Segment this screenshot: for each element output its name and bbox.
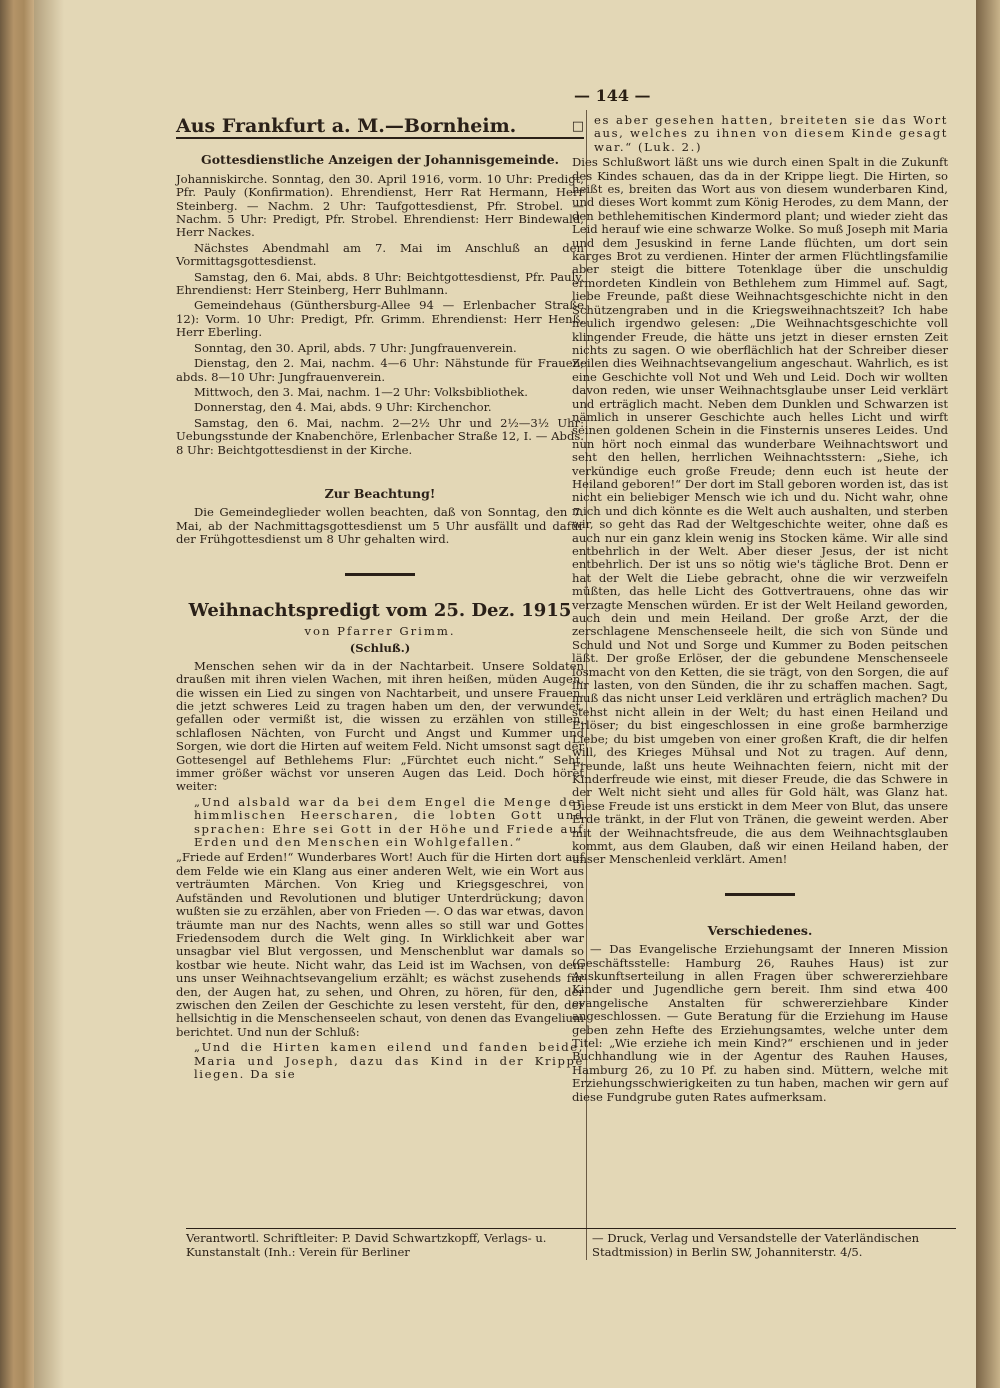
notice-item: Gemeindehaus (Günthersburg-Allee 94 — Erlenbacher Straße 12): Vorm. 10 Uhr: Predigt, Pfr. Grimm. Ehrendienst: Herr Henß, Herr Eberling. [176,298,584,340]
book-binding [0,0,34,1388]
notice-item: Nächstes Abendmahl am 7. Mai im Anschluß an den Vormittagsgottesdienst. [176,240,584,269]
attention-heading: Zur Beachtung! [324,485,436,501]
right-column [572,114,948,1106]
sermon-verse: „Und alsbald war da bei dem Engel die Menge der himmlischen Heerscharen, die lobten Gott und sprachen: Ehre sei Gott in der Höhe und Friede auf Erden und den Menschen ein Wohlgefallen.“ [194,794,584,850]
page-number: — 144 — [574,86,651,105]
section-title-text: Aus Frankfurt a. M.—Bornheim. [176,115,517,137]
sermon-paragraph: Dies Schlußwort läßt uns wie durch einen Spalt in die Zukunft des Kindes schauen, das da in der Krippe liegt. Die Hirten, so heißt es, breiten das Wort aus von diesem wunderbaren Kind, und dieses Wort kommt zum König Herodes, zu dem Mann, der den bethlehemitischen Kindermord plant; und wieder zieht das Leid herauf wie eine schwarze Wolke. So muß Joseph mit Maria und dem Jesuskind in ferne Lande flüchten, um dort sein karges Brot zu verdienen. Hinter der armen Flüchtlingsfamilie aber steigt die bittere Totenklage über die unschuldig ermordeten Kindlein von Bethlehem zum Himmel auf. Sagt, liebe Freunde, paßt diese Weihnachtsgeschichte nicht in den Schützengraben und in die Kriegsweihnachtszeit? Ich habe neulich irgendwo gelesen: „Die Weihnachtsgeschichte voll klingender Freude, die hätte uns jetzt in dieser ernsten Zeit nichts zu sagen. O wie oberflächlich hat der Schreiber dieser Zeilen dies Weihnachtsevangelium angeschaut. Wahrlich, es ist eine Geschichte voll Not und Weh und Leid. Doch wir wollten davon reden, wie unser Weihnachtsglaube unser Leid verklärt und erträglich macht. Neben dem Dunklen und Schwarzen ist nämlich in unserer Geschichte auch helles Licht und wirft seinen goldenen Schein in die Finsternis unseres Leides. Und nun hört noch einmal das wunderbare Weihnachtswort und seht den hellen, herrlichen Weihnachtsstern: „Siehe, ich verkündige euch große Freude; denn euch ist heute der Heiland geboren!“ Der dort im Stall geboren worden ist, das ist nicht ein beliebiger Mensch wie ich und du. Nicht wahr, ohne mich und dich könnte es die Welt auch aushalten, und sterben wir, so geht das Rad der Weltgeschichte weiter, ohne daß es auch nur ein ganz klein wenig ins Stocken käme. Wir alle sind entbehrlich in der Welt. Aber dieser Jesus, der ist nicht entbehrlich. Der ist uns so nötig wie's tägliche Brot. Denn er hat der Welt die Liebe gebracht, ohne die wir verzweifeln müßten, das helle Licht des Gottvertrauens, ohne das wir verzagte Menschen würden. Er ist der Welt Heiland geworden, auch dein und mein Heiland. Der große Arzt, der die zerschlagene Menschenseele heilt, die sich von Sünde und Schuld und Not und Sorge und Kummer zu Boden peitschen läßt. Der große Erlöser, der die gebundene Menschenseele losmacht von den Ketten, die sie trägt, von den Sorgen, die auf ihr lasten, von den Sünden, die ihr zu schaffen machen. Sagt, muß das nicht unser Leid verklären und erträglich machen? Du stehst nicht allein in der Welt; du hast einen Heiland und Erlöser; du bist eingeschlossen in eine große barmherzige Liebe; du bist umgeben von einer großen Kraft, die dir helfen will, des Krieges Mühsal und Not zu tragen. Auf denn, Freunde, laßt uns heute Weihnachten feiern, nicht mit der Kinderfreude wie einst, mit dieser Freude, die das Schwere in der Welt nicht sieht und alles für Gold hält, was Glanz hat. Diese Freude ist uns erstickt in dem Meer von Blut, das unsere Erde tränkt, in der Flut von Tränen, die geweint werden. Aber mit der Weihnachtsfreude, die aus dem Weihnachtsglauben kommt, aus dem Glauben, daß wir einen Heiland haben, der unser Menschenleid verklärt. Amen! [572,155,948,867]
sermon-title: Weihnachtspredigt vom 25. Dez. 1915 [188,599,572,621]
section-title [176,115,584,139]
notice-item: Mittwoch, den 3. Mai, nachm. 1—2 Uhr: Volksbibliothek. [194,384,528,399]
misc-heading: Verschiedenes. [707,922,813,938]
footer-left: Verantwortl. Schriftleiter: P. David Schwartzkopff, Verlags- u. Kunstanstalt (Inh.: Verein für Berliner [186,1231,547,1259]
notice-item: Donnerstag, den 4. Mai, abds. 9 Uhr: Kirchenchor. [194,400,492,415]
left-column [176,114,584,1083]
adjacent-page-edge [976,0,1000,1388]
sermon-paragraph: „Friede auf Erden!“ Wunderbares Wort! Auch für die Hirten dort auf dem Felde wie ein Klang aus einer anderen Welt, wie ein Wort aus verträumten Märchen. Von Krieg und Kriegsgeschrei, von Aufständen und Revolutionen und blutiger Unterdrückung; davon wußten sie zu erzählen, aber von Frieden —. O das war etwas, davon träumte man nur des Nachts, wenn alles so still war und Gottes Friedensodem durch die Welt ging. In Wirklichkeit aber war unsagbar viel Blut vergossen, und Menschenblut war damals so kostbar wie heute. Nicht wahr, das Leid ist im Wachsen, von dem uns unser Weihnachtsevangelium erzählt; es wächst zusehends für den, der Augen hat, zu sehen, und Ohren, zu hören, für den, der zwischen den Zeilen der Geschichte zu lesen versteht, für den, der hellsichtig in die Menschenseelen schaut, von denen das Evangelium berichtet. Und nun der Schluß: [176,850,584,1039]
notices-heading: Gottesdienstliche Anzeigen der Johannisgemeinde. [201,152,559,168]
title-box-icon: □ [571,119,584,134]
section-rule [725,893,795,896]
notice-item: Samstag, den 6. Mai, nachm. 2—2½ Uhr und 2½—3½ Uhr: Uebungsstunde der Knabenchöre, Erlenbacher Straße 12, I. — Abds. 8 Uhr: Beichtgottesdienst in der Kirche. [176,415,584,457]
imprint-footer [186,1228,956,1259]
footer-right: — Druck, Verlag und Versandstelle der Vaterländischen Stadtmission) in Berlin SW, Johanniterstr. 4/5. [592,1231,920,1259]
notice-item: Samstag, den 6. Mai, abds. 8 Uhr: Beichtgottesdienst, Pfr. Pauly. Ehrendienst: Herr Steinberg, Herr Buhlmann. [176,269,584,298]
sermon-author: von Pfarrer Grimm. [304,623,456,638]
sermon-part: (Schluß.) [349,641,411,656]
sermon-verse-continued: es aber gesehen hatten, breiteten sie das Wort aus, welches zu ihnen von diesem Kinde gesagt war.“ (Luk. 2.) [594,113,948,154]
section-rule [345,573,415,576]
notice-item: Sonntag, den 30. April, abds. 7 Uhr: Jungfrauenverein. [194,340,517,355]
notice-item: Dienstag, den 2. Mai, nachm. 4—6 Uhr: Nähstunde für Frauen; abds. 8—10 Uhr: Jungfrauenverein. [176,356,584,384]
misc-text: — Das Evangelische Erziehungsamt der Inneren Mission (Geschäftsstelle: Hamburg 26, Rauhes Haus) ist zur Auskunftserteilung in allen Fragen über schwererziehbare Kinder und Jugendliche gern bereit. Ihm sind etwa 400 evangelische Anstalten für schwererziehbare Kinder angeschlossen. — Gute Beratung für die Erziehung im Hause geben zehn Hefte des Erziehungsamtes, welche unter dem Titel: „Wie erziehe ich mein Kind?“ erschienen und in jeder Buchhandlung wie in der Agentur des Rauhen Hauses, Hamburg 26, zu 10 Pf. zu haben sind. Müttern, welche mit Erziehungsschwierigkeiten zu tun haben, machen wir gern auf diese Fundgrube guten Rates aufmerksam. [572,942,948,1104]
notice-item: Johanniskirche. Sonntag, den 30. April 1916, vorm. 10 Uhr: Predigt, Pfr. Pauly (Konfirmation). Ehrendienst, Herr Rat Hermann, Herr Steinberg. — Nachm. 2 Uhr: Taufgottesdienst, Pfr. Strobel. — Nachm. 5 Uhr: Predigt, Pfr. Strobel. Ehrendienst: Herr Bindewald, Herr Nackes. [176,171,584,240]
attention-text: Die Gemeindeglieder wollen beachten, daß von Sonntag, den 7. Mai, ab der Nachmittagsgottesdienst um 5 Uhr ausfällt und dafür der Frühgottesdienst um 8 Uhr gehalten wird. [176,505,584,547]
sermon-verse: „Und die Hirten kamen eilend und fanden beide, Maria und Joseph, dazu das Kind in der Krippe liegen. Da sie [194,1040,584,1081]
sermon-paragraph: Menschen sehen wir da in der Nachtarbeit. Unsere Soldaten draußen mit ihren vielen Wachen, mit ihren heißen, müden Augen, die wissen ein Lied zu singen von Nachtarbeit, und unsere Frauen, die jetzt schweres Leid zu tragen haben um den, der verwundet, gefallen oder vermißt ist, die wissen zu erzählen von stillen, schlaflosen Nächten, von Furcht und Angst und Kummer und Sorgen, wie dort die Hirten auf weitem Feld. Nicht umsonst sagt der Gottesengel auf Bethlehems Flur: „Fürchtet euch nicht.“ Seht, immer größer wächst vor unseren Augen das Leid. Doch höret weiter: [176,658,584,794]
